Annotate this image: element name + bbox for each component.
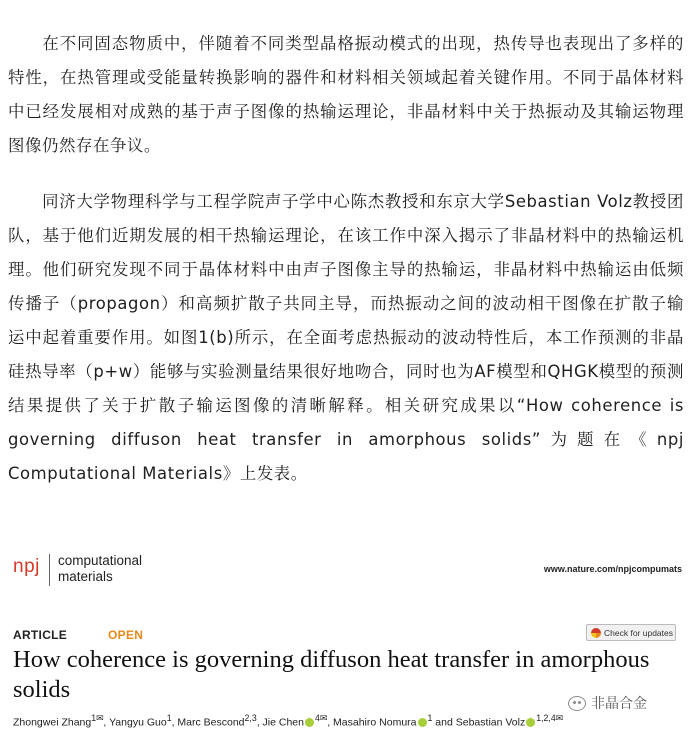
- paragraph-research: [8, 185, 684, 491]
- author-name[interactable]: Jie Chen: [262, 716, 304, 729]
- paper-title: How coherence is governing diffuson heat transfer in amorphous solids: [13, 646, 650, 703]
- author-list: Zhongwei Zhang$^{1✉}$, Yangyu Guo$^1$, Marc Bescond$^{2,3}$, Jie Chen $^{4✉}$, Masahiro Nomura $^1$ and Sebastian Volz $^{1,2,4✉}$: [13, 713, 564, 729]
- journal-name-line2: materials: [58, 569, 113, 584]
- author-affiliation: 1,2,4✉: [536, 713, 564, 723]
- author-name[interactable]: Yangyu Guo: [109, 716, 167, 729]
- author-name[interactable]: Sebastian Volz: [455, 716, 526, 729]
- orcid-icon[interactable]: [526, 718, 535, 727]
- npj-logo: npj: [13, 556, 40, 577]
- author-affiliation: 1: [427, 713, 433, 723]
- check-for-updates-button[interactable]: [586, 624, 676, 641]
- paragraph-intro-text: 在不同固态物质中，伴随着不同类型晶格振动模式的出现，热传导也表现出了多样的特性，在热管理或受能量转换影响的器件和材料相关领域起着关键作用。不同于晶体材料中已经发展相对成熟的基于声子图像的热输运理论，非晶材料中关于热振动及其输运物理图像仍然存在争议。: [8, 34, 684, 155]
- wechat-watermark: [568, 693, 647, 713]
- journal-name: [58, 553, 142, 585]
- check-updates-icon: [591, 628, 601, 638]
- journal-name-line1: computational: [58, 553, 143, 568]
- author-connector: and: [435, 716, 453, 729]
- watermark-text: 非晶合金: [591, 696, 647, 712]
- author-name[interactable]: Marc Bescond: [177, 716, 245, 729]
- orcid-icon[interactable]: [418, 718, 427, 727]
- author-affiliation: 1: [166, 713, 172, 723]
- orcid-icon[interactable]: [305, 718, 314, 727]
- author-name[interactable]: Zhongwei Zhang: [13, 716, 92, 729]
- author-affiliation: 2,3: [244, 713, 257, 723]
- journal-url[interactable]: www.nature.com/npjcompumats: [543, 564, 682, 574]
- paragraph-research-text: 同济大学物理科学与工程学院声子学中心陈杰教授和东京大学Sebastian Volz教授团队，基于他们近期发展的相干热输运理论，在该工作中深入揭示了非晶材料中的热输运机理。他们研究发现不同于晶体材料中由声子图像主导的热输运，非晶材料中热输运由低频传播子（propagon）和高频扩散子共同主导，而热振动之间的波动相干图像在扩散子输运中起着重要作用。如图1(b)所示，在全面考虑热振动的波动特性后，本工作预测的非晶硅热导率（p+w）能够与实验测量结果很好地吻合，同时也为AF模型和QHGK模型的预测结果提供了关于扩散子输运图像的清晰解释。相关研究成果以“How coherence is governing diffuson heat transfer in amorphous solids”为题在《npj Computational Materials》上发表。: [8, 192, 684, 483]
- article-type-label: ARTICLE: [13, 628, 68, 642]
- wechat-icon: [568, 696, 586, 711]
- author-name[interactable]: Masahiro Nomura: [333, 716, 417, 729]
- open-access-label: OPEN: [108, 628, 144, 642]
- journal-header: [0, 540, 690, 590]
- paragraph-intro: [8, 27, 684, 163]
- author-affiliation: 1✉: [91, 713, 104, 723]
- logo-divider: [49, 554, 50, 586]
- check-updates-label: Check for updates: [604, 627, 673, 638]
- author-affiliation: 4✉: [315, 713, 328, 723]
